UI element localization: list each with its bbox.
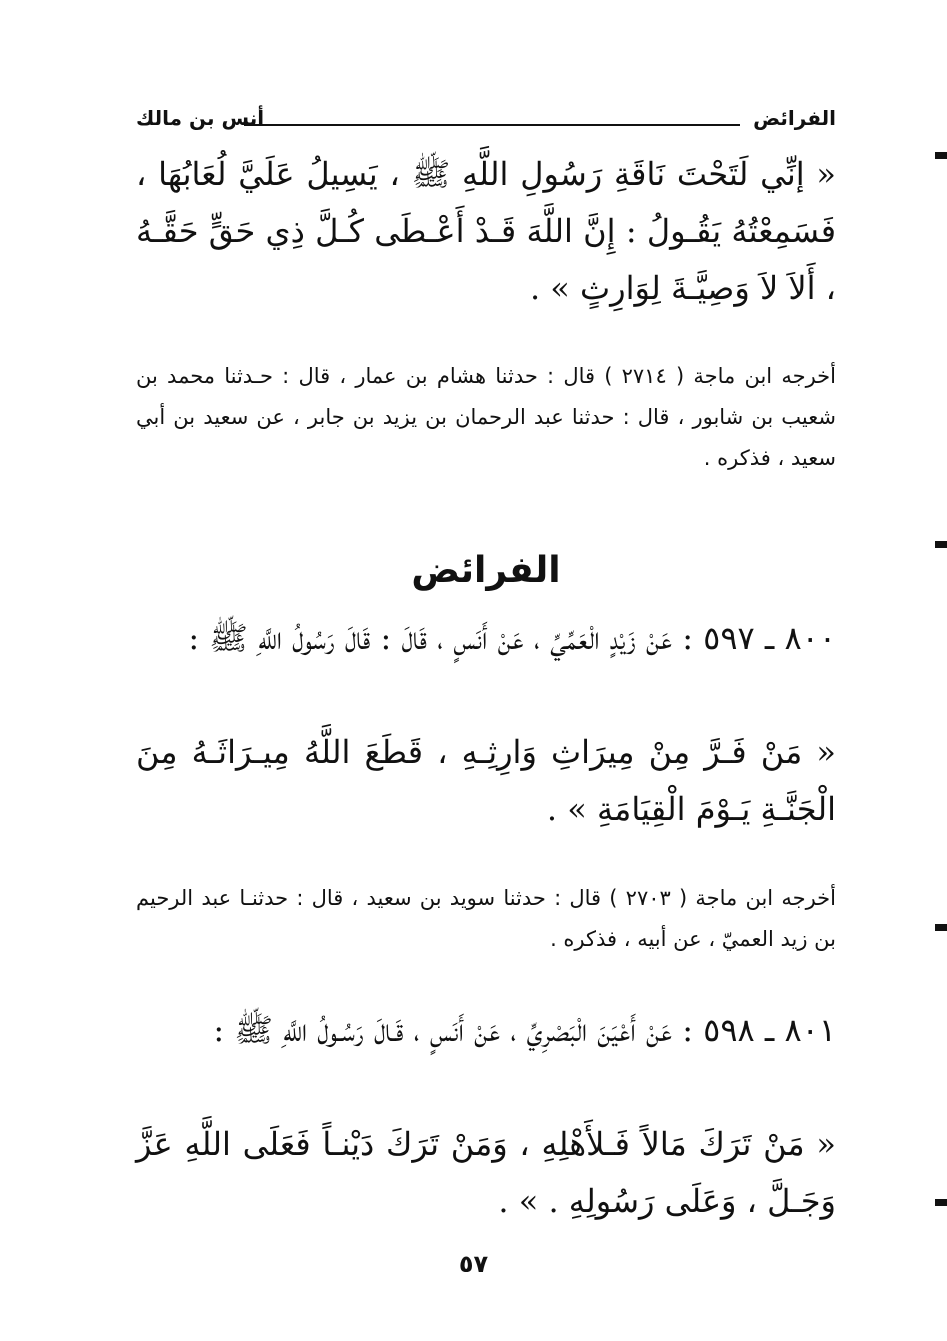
chapter-heading: الفرائض bbox=[411, 550, 561, 591]
scan-edge-mark bbox=[935, 541, 947, 548]
running-header bbox=[136, 106, 836, 140]
page-number: ٥٧ bbox=[458, 1250, 489, 1278]
scan-edge-mark bbox=[935, 1199, 947, 1206]
hadith-801-heading: ٨٠١ ـ ٥٩٨ : عَنْ أَعْيَنَ الْبَصْرِيِّ ، عَنْ أَنَسٍ ، قَـالَ رَسُـولُ اللَّهِ ﷺ : bbox=[213, 1011, 836, 1049]
scan-edge-mark bbox=[935, 924, 947, 931]
hadith-800-heading: ٨٠٠ ـ ٥٩٧ : عَنْ زَيْدٍ الْعَمِّيِّ ، عَنْ أَنَسٍ ، قَالَ : قَالَ رَسُولُ اللَّهِ ﷺ : bbox=[188, 619, 836, 657]
takhrij-note-800: أخرجه ابن ماجة ( ٢٧٠٣ ) قال : حدثنا سويد بن سعيد ، قال : حدثنـا عبد الرحيم بن زيد العميّ ، عن أبيه ، فذكره . bbox=[136, 886, 836, 951]
takhrij-note-1: أخرجه ابن ماجة ( ٢٧١٤ ) قال : حدثنا هشام بن عمار ، قال : حـدثنا محمد بن شعيب بن شابور ، قال : حدثنا عبد الرحمان بن يزيد بن جابر ، عن سعيد بن أبي سعيد ، فذكره . bbox=[136, 364, 836, 470]
header-chapter-title: الفرائض bbox=[753, 106, 836, 130]
hadith-800-text: « مَنْ فَـرَّ مِنْ مِيرَاثِ وَارِثِـهِ ، قَطَعَ اللَّهُ مِيـرَاثَـهُ مِنَ الْجَنَّـةِ يَـوْمَ الْقِيَامَةِ » . bbox=[136, 733, 836, 828]
hadith-801-text: « مَنْ تَرَكَ مَالاً فَـلأَهْلِهِ ، وَمَنْ تَرَكَ دَيْنـاً فَعَلَى اللَّهِ عَزَّ وَجَـلَّ ، وَعَلَى رَسُولِهِ . » . bbox=[136, 1125, 836, 1220]
scan-edge-mark bbox=[935, 152, 947, 159]
hadith-text-continued: « إنِّي لَتَحْتَ نَاقَةِ رَسُولِ اللَّهِ ﷺ ، يَسِيلُ عَلَيَّ لُعَابُهَا ، فَسَمِعْتُهُ يَقُـولُ : إِنَّ اللَّهَ قَـدْ أَعْـطَى كُـلَّ ذِي حَقٍّ حَقَّـهُ ، أَلاَ لاَ وَصِيَّـةَ لِوَارِثٍ » . bbox=[136, 155, 836, 307]
header-rule bbox=[244, 124, 740, 126]
header-narrator-title: أنس بن مالك bbox=[136, 106, 265, 130]
